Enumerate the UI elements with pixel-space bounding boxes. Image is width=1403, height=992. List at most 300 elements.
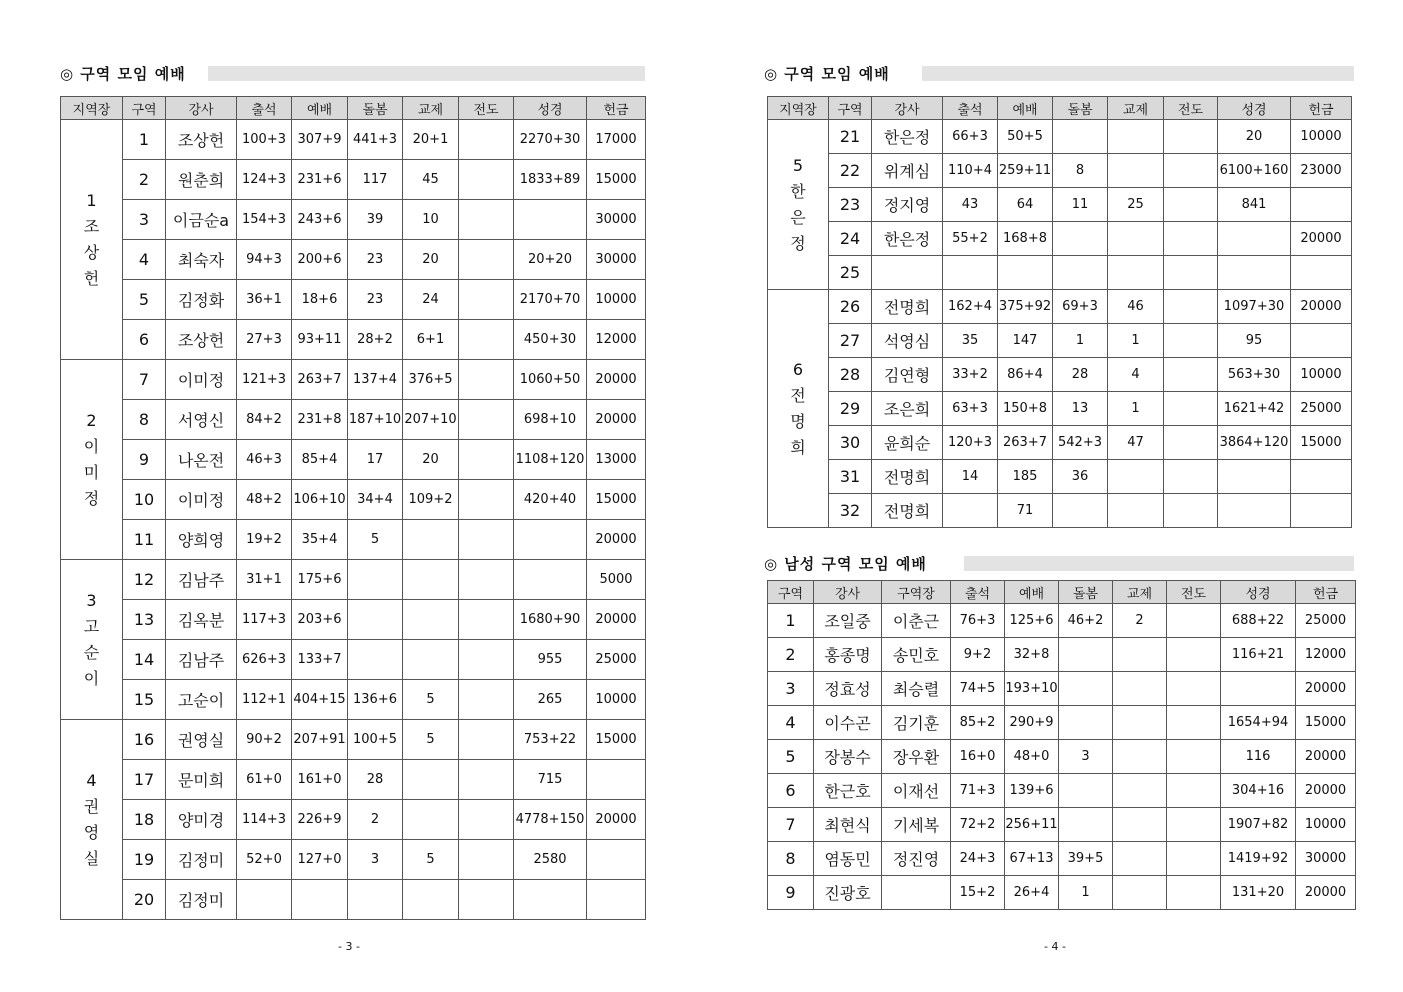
leader-char: 상 <box>83 242 100 262</box>
leader-char: 정 <box>83 488 100 508</box>
page4-men-table <box>767 580 1356 910</box>
data-cell: 10000 <box>1291 358 1352 392</box>
data-cell <box>1164 460 1218 494</box>
column-header: 돌봄 <box>1053 97 1108 120</box>
table-row <box>768 604 1356 638</box>
data-cell <box>459 880 514 920</box>
district-number-cell: 1 <box>768 604 814 638</box>
data-cell: 9+2 <box>951 638 1005 672</box>
district-number-cell: 5 <box>768 740 814 774</box>
district-number-cell: 31 <box>829 460 872 494</box>
data-cell: 207+10 <box>403 400 459 440</box>
teacher-name-cell: 한은정 <box>872 120 943 154</box>
column-header: 돌봄 <box>1059 581 1113 604</box>
teacher-name-cell: 나온전 <box>166 440 237 480</box>
data-cell: 1 <box>1108 392 1164 426</box>
table-row <box>768 842 1356 876</box>
column-header: 구역 <box>768 581 814 604</box>
data-cell <box>1164 426 1218 460</box>
data-cell: 185 <box>998 460 1053 494</box>
leader-char: 고 <box>83 616 100 636</box>
district-number-cell: 17 <box>123 760 166 800</box>
teacher-name-cell: 윤희순 <box>872 426 943 460</box>
data-cell: 28 <box>1053 358 1108 392</box>
data-cell: 147 <box>998 324 1053 358</box>
data-cell <box>1108 460 1164 494</box>
district-number-cell: 22 <box>829 154 872 188</box>
data-cell: 2270+30 <box>514 120 587 160</box>
data-cell <box>1164 392 1218 426</box>
teacher-name-cell: 전명희 <box>872 290 943 324</box>
data-cell: 14 <box>943 460 998 494</box>
leader-char: 조 <box>83 216 100 236</box>
teacher-name-cell: 원춘희 <box>166 160 237 200</box>
table-row <box>61 800 646 840</box>
data-cell: 5 <box>403 840 459 880</box>
data-cell <box>1059 638 1113 672</box>
data-cell: 110+4 <box>943 154 998 188</box>
teacher-name-cell: 한은정 <box>872 222 943 256</box>
data-cell <box>514 200 587 240</box>
data-cell: 10000 <box>587 280 646 320</box>
data-cell: 263+7 <box>998 426 1053 460</box>
data-cell <box>459 560 514 600</box>
data-cell <box>1164 494 1218 528</box>
district-number-cell: 2 <box>123 160 166 200</box>
district-head-cell: 기세복 <box>882 808 951 842</box>
district-number-cell: 3 <box>768 672 814 706</box>
data-cell: 20000 <box>1296 672 1356 706</box>
data-cell <box>1108 154 1164 188</box>
page3-page-number: - 3 - <box>338 940 360 953</box>
data-cell <box>1059 706 1113 740</box>
table-row <box>61 760 646 800</box>
data-cell: 12000 <box>587 320 646 360</box>
data-cell: 6+1 <box>403 320 459 360</box>
district-number-cell: 9 <box>123 440 166 480</box>
column-header: 지역장 <box>61 97 123 120</box>
data-cell: 1833+89 <box>514 160 587 200</box>
data-cell <box>1167 774 1221 808</box>
leader-char: 미 <box>83 462 100 482</box>
data-cell: 231+6 <box>292 160 348 200</box>
page3-district-table <box>60 96 646 920</box>
data-cell <box>459 840 514 880</box>
data-cell: 86+4 <box>998 358 1053 392</box>
data-cell: 46+3 <box>237 440 292 480</box>
page3-title-text: ◎ 구역 모임 예배 <box>60 65 186 83</box>
data-cell: 259+11 <box>998 154 1053 188</box>
data-cell: 46 <box>1108 290 1164 324</box>
data-cell <box>1291 324 1352 358</box>
data-cell: 4 <box>1108 358 1164 392</box>
data-cell: 10000 <box>1296 808 1356 842</box>
data-cell: 131+20 <box>1221 876 1296 910</box>
data-cell: 66+3 <box>943 120 998 154</box>
data-cell <box>1113 842 1167 876</box>
data-cell <box>459 440 514 480</box>
table-row <box>768 256 1352 290</box>
teacher-name-cell: 김정미 <box>166 840 237 880</box>
data-cell: 20+1 <box>403 120 459 160</box>
data-cell <box>1053 222 1108 256</box>
data-cell <box>1167 808 1221 842</box>
teacher-name-cell: 조은희 <box>872 392 943 426</box>
page4-men-section-title <box>764 554 1354 574</box>
column-header: 전도 <box>459 97 514 120</box>
table-row <box>61 720 646 760</box>
data-cell: 841 <box>1218 188 1291 222</box>
table-row <box>61 560 646 600</box>
data-cell <box>403 560 459 600</box>
district-number-cell: 27 <box>829 324 872 358</box>
leader-char: 이 <box>83 668 100 688</box>
data-cell <box>1218 222 1291 256</box>
teacher-name-cell: 김정미 <box>166 880 237 920</box>
data-cell: 307+9 <box>292 120 348 160</box>
data-cell: 20+20 <box>514 240 587 280</box>
leader-char: 실 <box>83 848 100 868</box>
data-cell: 121+3 <box>237 360 292 400</box>
district-head-cell: 이춘근 <box>882 604 951 638</box>
column-header: 교제 <box>1108 97 1164 120</box>
data-cell: 2 <box>348 800 403 840</box>
district-number-cell: 3 <box>123 200 166 240</box>
column-header: 출석 <box>943 97 998 120</box>
data-cell: 71 <box>998 494 1053 528</box>
data-cell <box>1053 256 1108 290</box>
leader-char: 이 <box>83 436 100 456</box>
data-cell <box>1167 740 1221 774</box>
leader-char: 2 <box>86 410 97 430</box>
data-cell: 13000 <box>587 440 646 480</box>
data-cell: 23000 <box>1291 154 1352 188</box>
data-cell <box>403 520 459 560</box>
data-cell: 26+4 <box>1005 876 1059 910</box>
data-cell <box>1113 740 1167 774</box>
district-number-cell: 21 <box>829 120 872 154</box>
column-header: 구역장 <box>882 581 951 604</box>
district-number-cell: 10 <box>123 480 166 520</box>
district-number-cell: 24 <box>829 222 872 256</box>
data-cell: 23 <box>348 240 403 280</box>
data-cell: 85+4 <box>292 440 348 480</box>
data-cell: 36 <box>1053 460 1108 494</box>
teacher-name-cell: 조일중 <box>814 604 882 638</box>
data-cell <box>292 880 348 920</box>
district-number-cell: 19 <box>123 840 166 880</box>
data-cell: 133+7 <box>292 640 348 680</box>
data-cell: 376+5 <box>403 360 459 400</box>
leader-char: 명 <box>790 411 806 431</box>
data-cell: 25000 <box>587 640 646 680</box>
data-cell <box>459 280 514 320</box>
table-row <box>61 480 646 520</box>
data-cell: 63+3 <box>943 392 998 426</box>
page3-section-title <box>60 64 645 84</box>
data-cell: 20000 <box>587 600 646 640</box>
table-row <box>61 280 646 320</box>
data-cell: 200+6 <box>292 240 348 280</box>
district-number-cell: 12 <box>123 560 166 600</box>
data-cell: 2170+70 <box>514 280 587 320</box>
data-cell: 25000 <box>1296 604 1356 638</box>
data-cell: 626+3 <box>237 640 292 680</box>
data-cell <box>1167 672 1221 706</box>
table-row <box>61 240 646 280</box>
data-cell <box>1113 808 1167 842</box>
data-cell <box>459 200 514 240</box>
teacher-name-cell: 한근호 <box>814 774 882 808</box>
district-leader-cell <box>61 560 123 720</box>
data-cell: 15000 <box>587 160 646 200</box>
table-row <box>768 740 1356 774</box>
district-number-cell: 32 <box>829 494 872 528</box>
teacher-name-cell: 문미희 <box>166 760 237 800</box>
data-cell <box>459 320 514 360</box>
data-cell <box>1113 774 1167 808</box>
data-cell: 18+6 <box>292 280 348 320</box>
leader-char: 희 <box>790 437 806 457</box>
data-cell <box>403 800 459 840</box>
table-row <box>61 120 646 160</box>
data-cell: 25000 <box>1291 392 1352 426</box>
data-cell: 139+6 <box>1005 774 1059 808</box>
data-cell <box>459 480 514 520</box>
district-head-cell: 김기훈 <box>882 706 951 740</box>
data-cell <box>1053 120 1108 154</box>
data-cell: 32+8 <box>1005 638 1059 672</box>
data-cell <box>348 560 403 600</box>
teacher-name-cell: 권영실 <box>166 720 237 760</box>
data-cell: 404+15 <box>292 680 348 720</box>
data-cell: 3 <box>348 840 403 880</box>
teacher-name-cell: 이금순a <box>166 200 237 240</box>
page4-header-row <box>768 97 1352 120</box>
data-cell: 127+0 <box>292 840 348 880</box>
district-number-cell: 4 <box>768 706 814 740</box>
table-row <box>768 876 1356 910</box>
data-cell: 12000 <box>1296 638 1356 672</box>
data-cell: 74+5 <box>951 672 1005 706</box>
leader-char: 6 <box>792 359 804 379</box>
table-row <box>768 672 1356 706</box>
column-header: 교제 <box>1113 581 1167 604</box>
data-cell <box>1164 120 1218 154</box>
data-cell <box>1291 188 1352 222</box>
data-cell: 304+16 <box>1221 774 1296 808</box>
data-cell <box>1164 222 1218 256</box>
data-cell <box>403 640 459 680</box>
teacher-name-cell: 김정화 <box>166 280 237 320</box>
data-cell <box>943 256 998 290</box>
data-cell: 100+5 <box>348 720 403 760</box>
teacher-name-cell: 김남주 <box>166 560 237 600</box>
data-cell: 64 <box>998 188 1053 222</box>
data-cell: 20000 <box>1291 290 1352 324</box>
page4-page-number: - 4 - <box>1044 940 1066 953</box>
data-cell <box>348 640 403 680</box>
district-leader-cell <box>768 120 829 290</box>
data-cell: 50+5 <box>998 120 1053 154</box>
data-cell: 28 <box>348 760 403 800</box>
data-cell: 1654+94 <box>1221 706 1296 740</box>
district-number-cell: 14 <box>123 640 166 680</box>
column-header: 강사 <box>166 97 237 120</box>
district-number-cell: 28 <box>829 358 872 392</box>
teacher-name-cell: 양희영 <box>166 520 237 560</box>
table-row <box>768 120 1352 154</box>
district-head-cell: 송민호 <box>882 638 951 672</box>
data-cell: 563+30 <box>1218 358 1291 392</box>
data-cell: 162+4 <box>943 290 998 324</box>
data-cell: 19+2 <box>237 520 292 560</box>
data-cell: 137+4 <box>348 360 403 400</box>
data-cell <box>1164 290 1218 324</box>
data-cell <box>1221 672 1296 706</box>
data-cell: 2 <box>1113 604 1167 638</box>
data-cell <box>1291 460 1352 494</box>
data-cell <box>403 760 459 800</box>
data-cell: 243+6 <box>292 200 348 240</box>
table-row <box>768 426 1352 460</box>
data-cell: 20000 <box>1291 222 1352 256</box>
data-cell: 1 <box>1108 324 1164 358</box>
district-number-cell: 9 <box>768 876 814 910</box>
data-cell: 61+0 <box>237 760 292 800</box>
page3-header-row <box>61 97 646 120</box>
data-cell: 5 <box>348 520 403 560</box>
data-cell <box>459 600 514 640</box>
data-cell <box>1164 188 1218 222</box>
data-cell <box>459 160 514 200</box>
data-cell: 688+22 <box>1221 604 1296 638</box>
data-cell <box>1059 672 1113 706</box>
district-leader-cell <box>61 720 123 920</box>
data-cell <box>403 600 459 640</box>
data-cell <box>459 800 514 840</box>
leader-char: 은 <box>790 207 806 227</box>
data-cell: 753+22 <box>514 720 587 760</box>
column-header: 강사 <box>872 97 943 120</box>
column-header: 예배 <box>1005 581 1059 604</box>
data-cell: 20 <box>403 440 459 480</box>
teacher-name-cell: 양미경 <box>166 800 237 840</box>
district-number-cell: 4 <box>123 240 166 280</box>
data-cell <box>514 560 587 600</box>
page4-men-title-bar <box>964 556 1354 571</box>
data-cell <box>459 360 514 400</box>
table-row <box>61 400 646 440</box>
teacher-name-cell <box>872 256 943 290</box>
data-cell: 3 <box>1059 740 1113 774</box>
column-header: 지역장 <box>768 97 829 120</box>
data-cell: 955 <box>514 640 587 680</box>
data-cell <box>514 520 587 560</box>
data-cell: 231+8 <box>292 400 348 440</box>
table-row <box>61 880 646 920</box>
teacher-name-cell: 전명희 <box>872 494 943 528</box>
teacher-name-cell: 김남주 <box>166 640 237 680</box>
data-cell: 226+9 <box>292 800 348 840</box>
data-cell: 117 <box>348 160 403 200</box>
data-cell: 20000 <box>1296 774 1356 808</box>
table-row <box>61 320 646 360</box>
data-cell: 30000 <box>587 200 646 240</box>
district-leader-cell <box>61 360 123 560</box>
data-cell: 136+6 <box>348 680 403 720</box>
data-cell <box>459 760 514 800</box>
data-cell: 15000 <box>587 480 646 520</box>
table-row <box>768 290 1352 324</box>
data-cell <box>1059 774 1113 808</box>
data-cell: 109+2 <box>403 480 459 520</box>
leader-char: 3 <box>86 590 97 610</box>
data-cell: 69+3 <box>1053 290 1108 324</box>
teacher-name-cell: 조상헌 <box>166 120 237 160</box>
district-number-cell: 13 <box>123 600 166 640</box>
data-cell: 5 <box>403 680 459 720</box>
data-cell: 1108+120 <box>514 440 587 480</box>
column-header: 성경 <box>1221 581 1296 604</box>
teacher-name-cell: 최현식 <box>814 808 882 842</box>
teacher-name-cell: 정지영 <box>872 188 943 222</box>
table-row <box>768 222 1352 256</box>
data-cell: 16+0 <box>951 740 1005 774</box>
teacher-name-cell: 정효성 <box>814 672 882 706</box>
teacher-name-cell: 염동민 <box>814 842 882 876</box>
table-row <box>768 392 1352 426</box>
column-header: 교제 <box>403 97 459 120</box>
data-cell <box>1167 638 1221 672</box>
data-cell: 1097+30 <box>1218 290 1291 324</box>
data-cell: 15000 <box>1291 426 1352 460</box>
table-row <box>61 600 646 640</box>
page4-section-title <box>764 64 1354 84</box>
data-cell <box>1113 672 1167 706</box>
data-cell: 114+3 <box>237 800 292 840</box>
table-row <box>61 680 646 720</box>
data-cell: 154+3 <box>237 200 292 240</box>
table-row <box>768 494 1352 528</box>
data-cell: 161+0 <box>292 760 348 800</box>
data-cell <box>1108 494 1164 528</box>
page3-title-bar <box>208 66 645 81</box>
data-cell: 48+0 <box>1005 740 1059 774</box>
leader-char: 헌 <box>83 268 100 288</box>
table-row <box>61 840 646 880</box>
data-cell: 698+10 <box>514 400 587 440</box>
data-cell: 125+6 <box>1005 604 1059 638</box>
data-cell: 15000 <box>1296 706 1356 740</box>
table-row <box>768 154 1352 188</box>
data-cell <box>587 760 646 800</box>
teacher-name-cell: 석영심 <box>872 324 943 358</box>
data-cell: 100+3 <box>237 120 292 160</box>
column-header: 헌금 <box>587 97 646 120</box>
data-cell: 34+4 <box>348 480 403 520</box>
district-number-cell: 8 <box>123 400 166 440</box>
table-row <box>61 440 646 480</box>
data-cell <box>1108 256 1164 290</box>
data-cell: 187+10 <box>348 400 403 440</box>
column-header: 강사 <box>814 581 882 604</box>
data-cell: 27+3 <box>237 320 292 360</box>
table-row <box>768 638 1356 672</box>
data-cell: 20000 <box>587 800 646 840</box>
page4-men-header-row <box>768 581 1356 604</box>
teacher-name-cell: 김연형 <box>872 358 943 392</box>
